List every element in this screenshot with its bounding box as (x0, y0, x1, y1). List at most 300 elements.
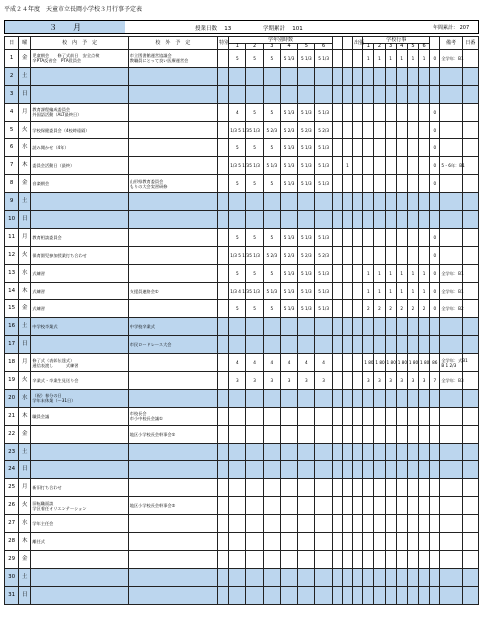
grade-event-cell-3 (385, 425, 396, 443)
yearly-cumulative-value: 207 (459, 25, 470, 31)
hours-cell-grade-3 (263, 443, 280, 461)
remarks-cell: 全学年：式B1 B 1 2/3 (440, 354, 462, 372)
hours-cell-grade-1 (229, 336, 246, 354)
hours-cell-grade-3: 5 (263, 175, 280, 193)
grade-event-cell-2 (374, 497, 385, 515)
blank-cell (353, 533, 363, 551)
count-cell (430, 461, 440, 479)
hours-cell-grade-6 (315, 211, 332, 229)
hours-cell-grade-2 (246, 479, 263, 497)
grade-event-cell-6: 3 (419, 372, 430, 390)
grade-event-cell-5 (407, 175, 418, 193)
hours-cell-grade-6: 5 1/3 (315, 228, 332, 246)
duty-cell (462, 211, 478, 229)
schedule-row (5, 533, 479, 551)
hours-cell-grade-6: 5 2/3 (315, 246, 332, 264)
hours-cell-grade-3 (263, 568, 280, 586)
header-event-grade-2: 2 (374, 44, 385, 50)
blank-cell (332, 85, 342, 103)
weekday-cell: 土 (19, 193, 31, 211)
blank-cell (332, 497, 342, 515)
grade-event-cell-4 (396, 550, 407, 568)
duty-cell (462, 443, 478, 461)
count-cell (430, 193, 440, 211)
weekday-cell: 日 (19, 586, 31, 604)
day-cell: 18 (5, 354, 19, 372)
blank-cell (332, 372, 342, 390)
special-class-cell (218, 175, 229, 193)
grade-event-cell-2 (374, 228, 385, 246)
grade-event-cell-6: 1 80 (419, 354, 430, 372)
hours-cell-grade-2 (246, 318, 263, 336)
supervision-cell (342, 515, 352, 533)
hours-cell-grade-3 (263, 193, 280, 211)
grade-event-cell-5 (407, 389, 418, 407)
blank-cell (332, 103, 342, 121)
hours-cell-grade-6 (315, 193, 332, 211)
hours-cell-grade-4 (280, 85, 297, 103)
grade-event-cell-2 (374, 515, 385, 533)
grade-event-cell-1 (363, 586, 374, 604)
hours-cell-grade-1 (229, 425, 246, 443)
schedule-row (5, 157, 479, 175)
blank-cell (332, 175, 342, 193)
grade-event-cell-5 (407, 550, 418, 568)
grade-event-cell-6 (419, 407, 430, 425)
remarks-cell (440, 550, 462, 568)
hours-cell-grade-1: 1/3 5 1/3 (229, 121, 246, 139)
grade-event-cell-1 (363, 407, 374, 425)
weekday-cell: 水 (19, 389, 31, 407)
blank-cell (353, 228, 363, 246)
grade-event-cell-4 (396, 497, 407, 515)
grade-event-cell-1: 2 (363, 300, 374, 318)
hours-cell-grade-4 (280, 550, 297, 568)
blank-cell (332, 515, 342, 533)
duty-cell (462, 568, 478, 586)
hours-cell-grade-2 (246, 67, 263, 85)
blank-cell (353, 300, 363, 318)
blank-cell (332, 211, 342, 229)
grade-event-cell-5 (407, 85, 418, 103)
header-supervision: 出張 (353, 37, 363, 50)
grade-event-cell-6 (419, 228, 430, 246)
remarks-cell (440, 407, 462, 425)
grade-event-cell-2 (374, 550, 385, 568)
weekday-cell: 木 (19, 533, 31, 551)
hours-cell-grade-4: 3 (280, 372, 297, 390)
supervision-cell (342, 354, 352, 372)
schedule-row (5, 461, 479, 479)
hours-cell-grade-4 (280, 461, 297, 479)
grade-event-cell-6: 1 (419, 264, 430, 282)
school-event-cell: 中学校卒業式 (31, 318, 128, 336)
hours-cell-grade-5: 5 1/3 (298, 175, 315, 193)
grade-event-cell-3 (385, 211, 396, 229)
weekday-cell: 月 (19, 479, 31, 497)
duty-cell (462, 479, 478, 497)
hours-cell-grade-6 (315, 318, 332, 336)
hours-cell-grade-1 (229, 461, 246, 479)
school-event-cell: （祝）春分の日 学年末休業（～31日） (31, 389, 128, 407)
supervision-cell (342, 121, 352, 139)
day-cell: 6 (5, 139, 19, 157)
grade-event-cell-5: 1 (407, 50, 418, 68)
count-cell (430, 425, 440, 443)
duty-cell (462, 300, 478, 318)
grade-event-cell-3 (385, 550, 396, 568)
blank-cell (353, 264, 363, 282)
school-event-cell: 読み聞かせ（4年） (31, 139, 128, 157)
blank-cell (332, 300, 342, 318)
hours-cell-grade-4 (280, 586, 297, 604)
grade-event-cell-6 (419, 103, 430, 121)
blank-cell (353, 121, 363, 139)
count-cell: 0 (430, 264, 440, 282)
grade-event-cell-5 (407, 515, 418, 533)
blank-cell (332, 193, 342, 211)
grade-event-cell-4 (396, 461, 407, 479)
day-cell: 8 (5, 175, 19, 193)
weekday-cell: 金 (19, 425, 31, 443)
hours-cell-grade-2 (246, 586, 263, 604)
weekday-cell: 日 (19, 336, 31, 354)
hours-cell-grade-5: 5 1/3 (298, 157, 315, 175)
hours-cell-grade-2 (246, 497, 263, 515)
hours-cell-grade-5: 5 1/3 (298, 139, 315, 157)
schedule-row (5, 443, 479, 461)
blank-cell (332, 461, 342, 479)
header-blank-b (342, 37, 352, 50)
school-days (195, 24, 231, 32)
grade-event-cell-2 (374, 139, 385, 157)
external-event-cell (128, 372, 217, 390)
weekday-cell: 月 (19, 103, 31, 121)
grade-event-cell-3 (385, 193, 396, 211)
schedule-table (4, 36, 479, 605)
grade-event-cell-2 (374, 443, 385, 461)
grade-event-cell-3 (385, 85, 396, 103)
supervision-cell (342, 497, 352, 515)
header-grade-3: 3 (263, 44, 280, 50)
hours-cell-grade-5 (298, 443, 315, 461)
supervision-cell (342, 479, 352, 497)
remarks-cell (440, 533, 462, 551)
remarks-cell (440, 85, 462, 103)
duty-cell (462, 67, 478, 85)
day-cell: 25 (5, 479, 19, 497)
school-event-cell: 学校保健委員会（4校時遠隔） (31, 121, 128, 139)
count-cell (430, 443, 440, 461)
grade-event-cell-1 (363, 67, 374, 85)
grade-event-cell-3 (385, 318, 396, 336)
grade-event-cell-1 (363, 389, 374, 407)
external-event-cell (128, 300, 217, 318)
grade-event-cell-1 (363, 425, 374, 443)
day-cell: 2 (5, 67, 19, 85)
grade-event-cell-5 (407, 157, 418, 175)
grade-event-cell-1 (363, 211, 374, 229)
supervision-cell (342, 586, 352, 604)
school-event-cell (31, 67, 128, 85)
day-cell: 3 (5, 85, 19, 103)
hours-cell-grade-3 (263, 479, 280, 497)
hours-cell-grade-4 (280, 533, 297, 551)
hours-cell-grade-5: 5 1/3 (298, 300, 315, 318)
special-class-cell (218, 121, 229, 139)
hours-cell-grade-6 (315, 407, 332, 425)
grade-event-cell-4: 1 (396, 264, 407, 282)
duty-cell (462, 282, 478, 300)
blank-cell (332, 157, 342, 175)
school-event-cell: 式練習 (31, 300, 128, 318)
hours-cell-grade-5: 5 1/3 (298, 282, 315, 300)
day-cell: 12 (5, 246, 19, 264)
school-event-cell (31, 85, 128, 103)
remarks-cell (440, 479, 462, 497)
duty-cell (462, 389, 478, 407)
grade-event-cell-3 (385, 246, 396, 264)
hours-cell-grade-2: 5 (246, 228, 263, 246)
hours-cell-grade-1 (229, 407, 246, 425)
hours-cell-grade-3: 5 (263, 103, 280, 121)
hours-cell-grade-2: 5 1/3 (246, 157, 263, 175)
hours-cell-grade-6 (315, 586, 332, 604)
hours-cell-grade-3 (263, 586, 280, 604)
grade-event-cell-1: 1 80 (363, 354, 374, 372)
schedule-row (5, 193, 479, 211)
duty-cell (462, 461, 478, 479)
hours-cell-grade-1: 1/3 4 1/3 (229, 282, 246, 300)
grade-event-cell-6 (419, 586, 430, 604)
special-class-cell (218, 586, 229, 604)
hours-cell-grade-4: 5 1/3 (280, 282, 297, 300)
weekday-cell: 金 (19, 175, 31, 193)
grade-event-cell-5: 3 (407, 372, 418, 390)
grade-event-cell-1 (363, 246, 374, 264)
grade-event-cell-6 (419, 85, 430, 103)
count-cell: 0 (430, 103, 440, 121)
grade-event-cell-2 (374, 479, 385, 497)
external-event-cell (128, 211, 217, 229)
school-event-cell: 教育課程編成委員会 外国語活動（ALT最終日） (31, 103, 128, 121)
school-event-cell: 新旧打ち合わせ (31, 479, 128, 497)
grade-event-cell-3 (385, 121, 396, 139)
blank-cell (353, 586, 363, 604)
remarks-cell (440, 318, 462, 336)
hours-cell-grade-5 (298, 318, 315, 336)
external-event-first-line: 市校長会 (129, 411, 147, 417)
hours-cell-grade-1 (229, 85, 246, 103)
day-cell: 4 (5, 103, 19, 121)
blank-cell (353, 103, 363, 121)
special-class-cell (218, 354, 229, 372)
hours-cell-grade-3: 5 (263, 264, 280, 282)
external-event-cell: 地区小学校長会幹事会② (128, 497, 217, 515)
grade-event-cell-4 (396, 389, 407, 407)
grade-event-cell-4 (396, 336, 407, 354)
grade-event-cell-3: 1 80 (385, 354, 396, 372)
count-cell: 86 (430, 354, 440, 372)
grade-event-cell-6 (419, 550, 430, 568)
external-event-cell (128, 193, 217, 211)
grade-event-cell-2 (374, 157, 385, 175)
grade-event-cell-1: 1 (363, 50, 374, 68)
school-event-cell (31, 550, 128, 568)
weekday-cell: 土 (19, 443, 31, 461)
special-class-cell (218, 139, 229, 157)
special-class-cell (218, 479, 229, 497)
schedule-row (5, 586, 479, 604)
grade-event-cell-4 (396, 425, 407, 443)
count-cell: 0 (430, 50, 440, 68)
remarks-cell (440, 336, 462, 354)
remarks-cell (440, 228, 462, 246)
day-cell: 23 (5, 443, 19, 461)
grade-event-cell-2 (374, 246, 385, 264)
month-header (4, 20, 479, 34)
duty-cell (462, 515, 478, 533)
supervision-cell (342, 425, 352, 443)
school-event-cell: 式練習 (31, 282, 128, 300)
school-event-cell (31, 336, 128, 354)
remarks-cell (440, 211, 462, 229)
hours-cell-grade-2 (246, 193, 263, 211)
duty-cell (462, 139, 478, 157)
external-event-cell (128, 479, 217, 497)
hours-cell-grade-5 (298, 515, 315, 533)
special-class-cell (218, 85, 229, 103)
weekday-cell: 土 (19, 318, 31, 336)
count-cell: 0 (430, 139, 440, 157)
grade-event-cell-6 (419, 318, 430, 336)
grade-event-cell-4: 1 (396, 282, 407, 300)
hours-cell-grade-2 (246, 85, 263, 103)
special-class-cell (218, 318, 229, 336)
remarks-cell: 全学年：B1 (440, 264, 462, 282)
hours-cell-grade-4: 5 1/3 (280, 300, 297, 318)
grade-event-cell-3 (385, 568, 396, 586)
blank-cell (353, 389, 363, 407)
external-event-cell (128, 586, 217, 604)
weekday-cell: 土 (19, 568, 31, 586)
supervision-cell (342, 175, 352, 193)
grade-event-cell-2 (374, 67, 385, 85)
grade-event-cell-3 (385, 586, 396, 604)
schedule-row (5, 568, 479, 586)
grade-event-cell-5 (407, 121, 418, 139)
hours-cell-grade-6 (315, 85, 332, 103)
weekday-cell: 木 (19, 282, 31, 300)
grade-event-cell-2 (374, 461, 385, 479)
remarks-cell: 全学年：B1 (440, 282, 462, 300)
grade-event-cell-6 (419, 568, 430, 586)
hours-cell-grade-3 (263, 550, 280, 568)
supervision-cell (342, 318, 352, 336)
blank-cell (332, 407, 342, 425)
hours-cell-grade-6: 5 1/3 (315, 175, 332, 193)
grade-event-cell-2: 1 (374, 264, 385, 282)
grade-event-cell-3 (385, 228, 396, 246)
grade-event-cell-1: 3 (363, 372, 374, 390)
header-grade-5: 5 (298, 44, 315, 50)
hours-cell-grade-2: 5 (246, 139, 263, 157)
weekday-cell: 火 (19, 372, 31, 390)
blank-cell (332, 139, 342, 157)
supervision-cell (342, 568, 352, 586)
grade-event-cell-4: 3 (396, 372, 407, 390)
blank-cell (353, 461, 363, 479)
hours-cell-grade-1 (229, 550, 246, 568)
grade-event-cell-5 (407, 103, 418, 121)
special-class-cell (218, 425, 229, 443)
hours-cell-grade-6: 5 1/3 (315, 264, 332, 282)
grade-event-cell-1 (363, 228, 374, 246)
count-cell: 0 (430, 300, 440, 318)
day-cell: 5 (5, 121, 19, 139)
supervision-cell (342, 533, 352, 551)
grade-event-cell-3 (385, 139, 396, 157)
hours-cell-grade-5 (298, 407, 315, 425)
grade-event-cell-4 (396, 246, 407, 264)
duty-cell (462, 193, 478, 211)
external-event-cell (128, 461, 217, 479)
blank-cell (332, 425, 342, 443)
remarks-cell (440, 586, 462, 604)
hours-cell-grade-1 (229, 193, 246, 211)
weekday-cell: 金 (19, 550, 31, 568)
hours-cell-grade-1: 5 (229, 264, 246, 282)
school-event-cell: 音楽朝会 (31, 175, 128, 193)
external-event-cell (128, 354, 217, 372)
hours-cell-grade-5: 3 (298, 372, 315, 390)
schedule-row (5, 336, 479, 354)
blank-cell (332, 318, 342, 336)
header-blank-c (430, 37, 440, 50)
count-cell: 0 (430, 246, 440, 264)
grade-event-cell-5: 1 (407, 282, 418, 300)
weekday-cell: 月 (19, 354, 31, 372)
hours-cell-grade-2: 5 1/3 (246, 282, 263, 300)
hours-cell-grade-2 (246, 461, 263, 479)
hours-cell-grade-2: 4 (246, 354, 263, 372)
special-class-cell (218, 515, 229, 533)
hours-cell-grade-6: 5 1/3 (315, 139, 332, 157)
grade-event-cell-3: 2 (385, 300, 396, 318)
day-cell: 31 (5, 586, 19, 604)
duty-cell (462, 246, 478, 264)
grade-event-cell-3: 1 (385, 264, 396, 282)
hours-cell-grade-3 (263, 461, 280, 479)
special-class-cell (218, 372, 229, 390)
grade-event-cell-6 (419, 175, 430, 193)
school-event-cell: 保育園児参加授業打ち合わせ (31, 246, 128, 264)
hours-cell-grade-5 (298, 67, 315, 85)
grade-event-cell-6 (419, 461, 430, 479)
header-event-grade-3: 3 (385, 44, 396, 50)
hours-cell-grade-4: 5 1/3 (280, 175, 297, 193)
grade-event-cell-2 (374, 425, 385, 443)
hours-cell-grade-5 (298, 479, 315, 497)
hours-cell-grade-6: 4 (315, 354, 332, 372)
grade-event-cell-4 (396, 533, 407, 551)
external-event-cell (128, 389, 217, 407)
hours-cell-grade-2: 5 (246, 175, 263, 193)
special-class-cell (218, 50, 229, 68)
grade-event-cell-4 (396, 85, 407, 103)
grade-event-cell-6 (419, 425, 430, 443)
external-event-cell: 山形県教育委員会 もりの大会実習研修 (128, 175, 217, 193)
